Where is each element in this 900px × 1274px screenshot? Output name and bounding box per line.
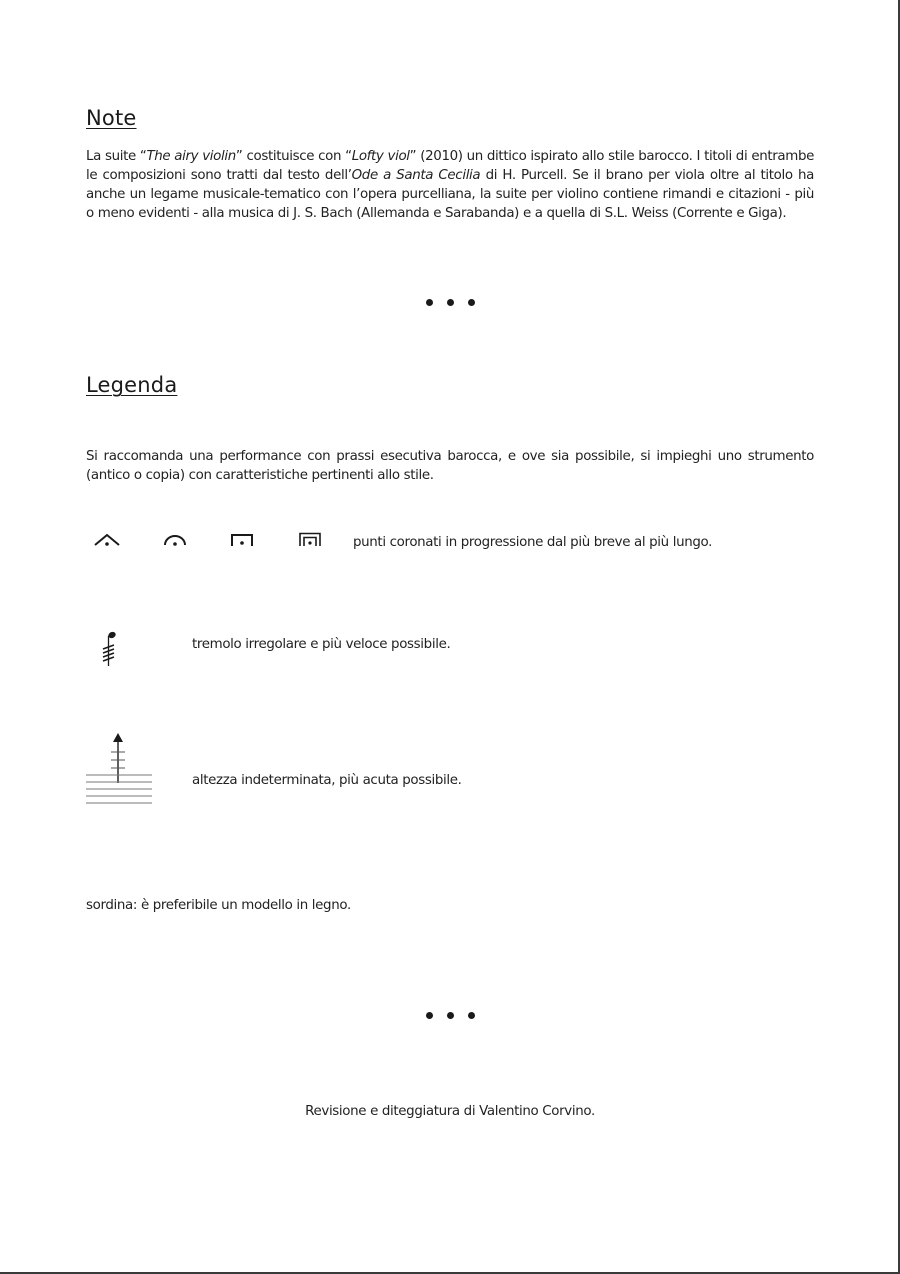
- divider-dot: [447, 299, 454, 306]
- section-divider-dots: [426, 1012, 475, 1019]
- fermata-description: punti coronati in progressione dal più breve al più lungo.: [353, 535, 713, 550]
- tremolo-note-icon: [100, 628, 120, 672]
- short-fermata-icon: [92, 531, 122, 547]
- notes-paragraph: La suite “The airy violin” costituisce con “Lofty viol” (2010) un dittico ispirato allo stile barocco. I titoli di entrambe le composizioni sono tratti dal testo dell’Ode a Santa Cecilia di H. Purcell. Se il brano per viola oltre al titolo ha anche un legame musicale-tematico con l’opera purcelliana, la suite per violino contiene rimandi e citazioni - più o meno evidenti - alla musica di J. S. Bach (Allemanda e Sarabanda) e a quella di S.L. Weiss (Corrente e Giga).: [86, 149, 814, 221]
- mute-note: sordina: è preferibile un modello in legno.: [86, 898, 351, 913]
- divider-dot: [447, 1012, 454, 1019]
- fermata-icon: [162, 533, 188, 547]
- tremolo-description: tremolo irregolare e più veloce possibile.: [192, 637, 451, 652]
- very-long-fermata-icon: [298, 532, 322, 547]
- divider-dot: [468, 299, 475, 306]
- highest-pitch-note-icon: [86, 731, 154, 807]
- divider-dot: [426, 299, 433, 306]
- section-divider-dots: [426, 299, 475, 306]
- notes-heading: Note: [86, 106, 137, 130]
- credits: Revisione e diteggiatura di Valentino Corvino.: [305, 1104, 595, 1119]
- legend-heading: Legenda: [86, 373, 178, 397]
- long-fermata-icon: [230, 533, 254, 547]
- indeterminate-description: altezza indeterminata, più acuta possibile.: [192, 773, 462, 788]
- divider-dot: [468, 1012, 475, 1019]
- legend-intro: Si raccomanda una performance con prassi esecutiva barocca, e ove sia possibile, si impieghi uno strumento (antico o copia) con caratteristiche pertinenti allo stile.: [86, 449, 814, 483]
- divider-dot: [426, 1012, 433, 1019]
